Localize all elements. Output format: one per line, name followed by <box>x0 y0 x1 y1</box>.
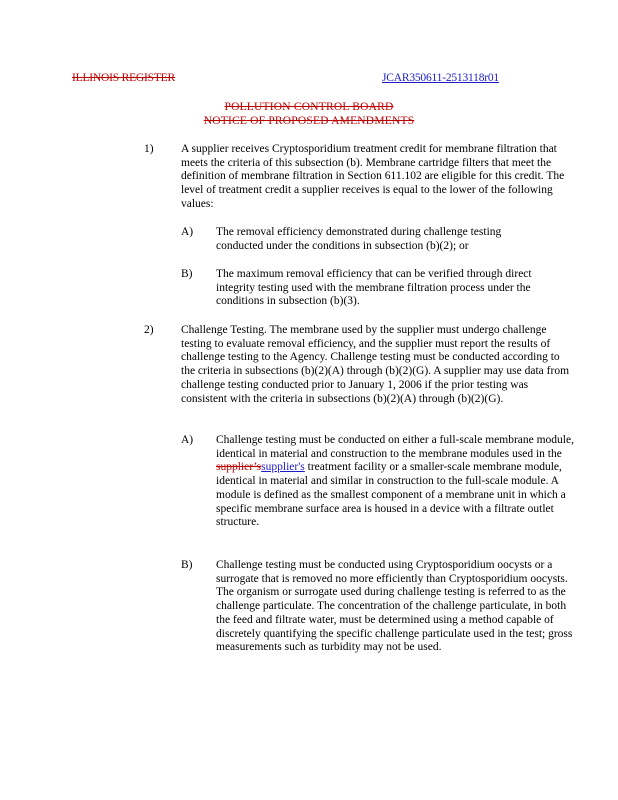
item-number: 1) <box>144 143 154 155</box>
item-number: B) <box>181 268 193 280</box>
inserted-text: supplier's <box>261 461 305 474</box>
header-register-name: ILLINOIS REGISTER <box>72 72 175 84</box>
board-title: POLLUTION CONTROL BOARD <box>224 101 394 113</box>
paragraph-challenge-particulate: Challenge testing must be conducted using Cryptosporidium oocysts or a surrogate that is removed no more efficiently than Cryptosporidium oocysts. The organism or surrogate used during challenge testing is referred to as the challenge particulate. The concentration of the challenge particulate, in both the feed and filtrate water, must be determined using a method capable of discretely quantifying the specific challenge particulate used in the test; gross measurements such as turbidity may not be used. <box>216 559 573 654</box>
paragraph-maximum-removal: The maximum removal efficiency that can be verified through direct integrity testing used with the membrane filtration process under the conditions in subsection (b)(3). <box>216 268 532 308</box>
paragraph-removal-efficiency: The removal efficiency demonstrated during challenge testing conducted under the conditions in subsection (b)(2); or <box>216 226 502 252</box>
paragraph-membrane-credit: A supplier receives Cryptosporidium treatment credit for membrane filtration that meets the criteria of this subsection (b). Membrane cartridge filters that meet the definition of membrane filtration in Section 611.102 are eligible for this credit. The level of treatment credit a supplier receives is equal to the lower of the following values: <box>181 143 565 210</box>
item-number: 2) <box>144 324 154 336</box>
notice-title: NOTICE OF PROPOSED AMENDMENTS <box>203 115 415 127</box>
paragraph-text: Challenge testing must be conducted on either a full-scale membrane module, identical in material and construction to the membrane modules used in the <box>216 434 574 460</box>
item-number: B) <box>181 559 193 571</box>
item-number: A) <box>181 434 194 446</box>
item-number: A) <box>181 226 194 238</box>
paragraph-challenge-testing: Challenge Testing. The membrane used by the supplier must undergo challenge testing to evaluate removal efficiency, and the supplier must report the results of challenge testing to the Agency. Challenge testing must be conducted according to the criteria in subsections (b)(2)(A) through (b)(2)(G). A supplier may use data from challenge testing conducted prior to January 1, 2006 if the prior testing was consistent with the criteria in subsections (b)(2)(A) through (b)(2)(G). <box>181 324 570 405</box>
paragraph-full-scale-module <box>216 434 574 530</box>
deleted-text: supplier’s <box>216 461 262 474</box>
paragraph-text: treatment facility or a smaller-scale membrane module, identical in material and similar in construction to the full-scale module. A module is defined as the smallest component of a membrane unit in which a specific membrane surface area is housed in a device with a filtrate outlet structure. <box>216 461 566 529</box>
header-document-id: JCAR350611-2513118r01 <box>382 72 499 84</box>
